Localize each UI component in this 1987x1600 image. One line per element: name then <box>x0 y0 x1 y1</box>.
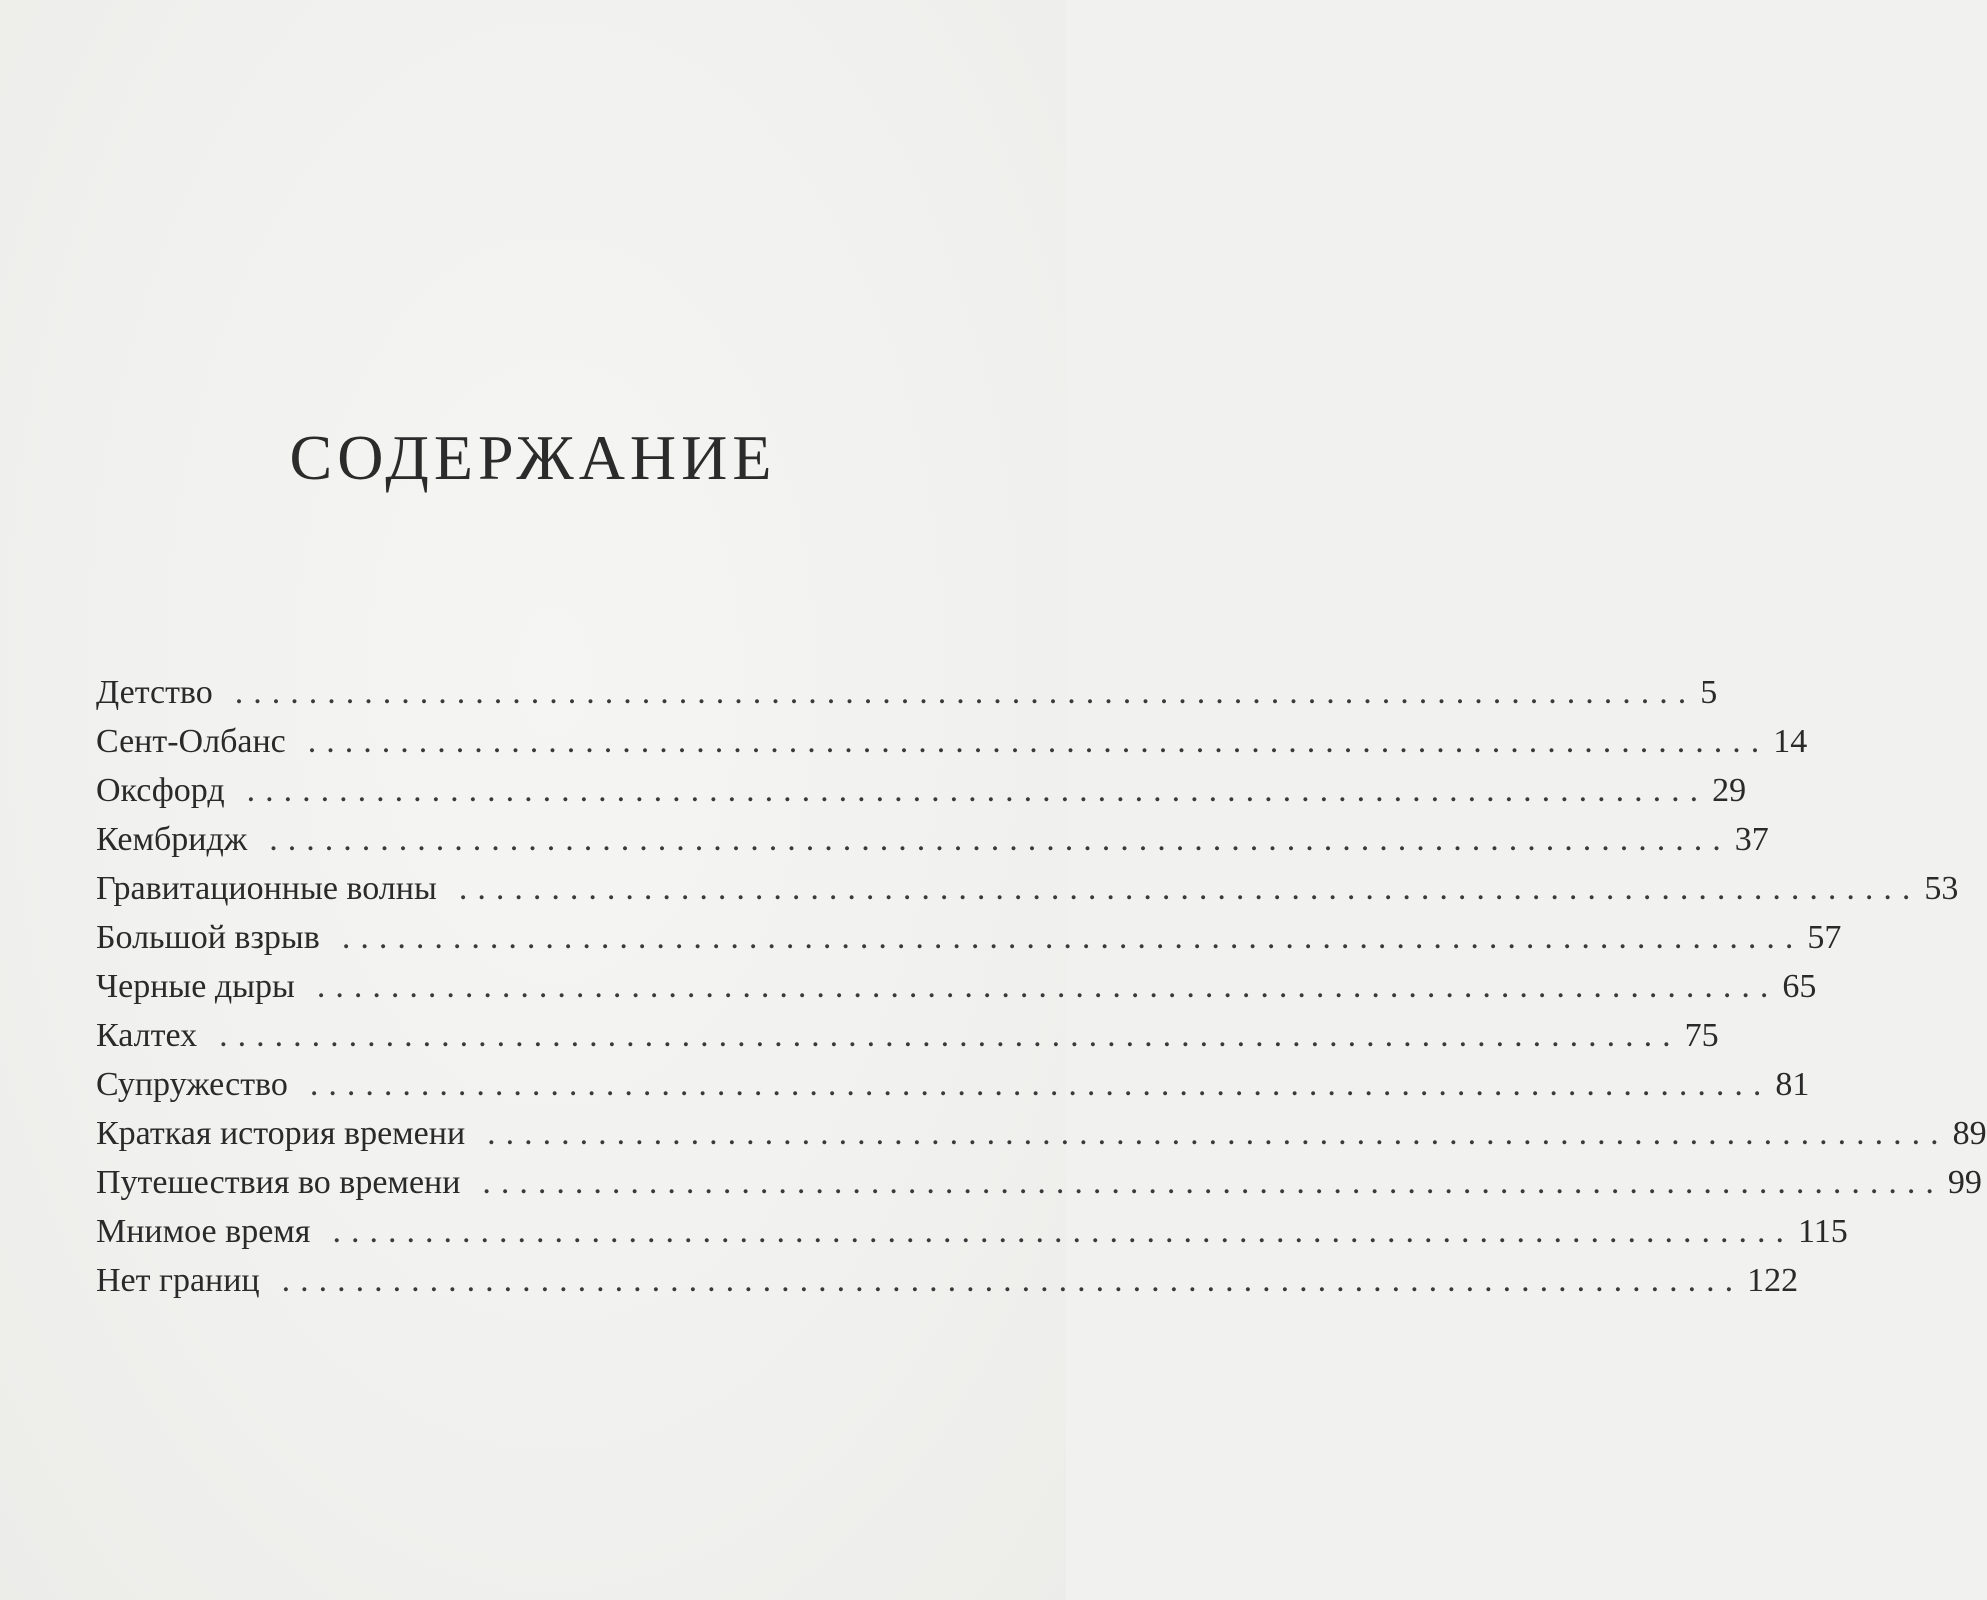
toc-entry-page: 57 <box>1807 919 1842 956</box>
toc-entry-title: Краткая история времени <box>96 1115 466 1152</box>
toc-entry-page: 89 <box>1952 1115 1987 1152</box>
toc-entry-page: 5 <box>1700 674 1718 711</box>
toc-entry <box>96 1158 1982 1207</box>
page-title: СОДЕРЖАНИЕ <box>289 422 777 493</box>
toc-entry-page: 75 <box>1684 1017 1719 1054</box>
toc-leader-dots: ............................................................................... <box>332 1213 1794 1250</box>
toc-entry-title: Супружество <box>96 1066 288 1103</box>
toc-entry-title: Нет границ <box>96 1262 260 1299</box>
toc-leader-dots: ............................................................................... <box>307 723 1770 760</box>
toc-entry-page: 65 <box>1782 968 1817 1005</box>
toc-entry-title: Мнимое время <box>96 1213 311 1250</box>
toc-entry-title: Кембридж <box>96 821 248 858</box>
toc-leader-dots: ............................................................................... <box>341 919 1804 956</box>
toc-entry-title: Детство <box>96 674 213 711</box>
toc-entry-title: Оксфорд <box>96 772 225 809</box>
toc-entry-page: 115 <box>1797 1213 1848 1250</box>
toc-entry-title: Сент-Олбанс <box>96 723 286 760</box>
toc-leader-dots: ............................................................................... <box>234 674 1697 711</box>
toc-leader-dots: ............................................................................... <box>269 821 1731 858</box>
table-of-contents <box>96 668 1987 1305</box>
toc-leader-dots: ............................................................................... <box>458 870 1921 907</box>
toc-entry <box>96 1011 1719 1060</box>
toc-leader-dots: ............................................................................... <box>482 1164 1944 1201</box>
toc-entry-page: 14 <box>1773 723 1808 760</box>
toc-entry <box>96 864 1959 913</box>
toc-entry-page: 53 <box>1924 870 1959 907</box>
toc-entry <box>96 1060 1810 1109</box>
toc-entry <box>96 766 1747 815</box>
toc-leader-dots: ............................................................................... <box>219 1017 1681 1054</box>
toc-entry-page: 37 <box>1734 821 1769 858</box>
toc-entry-title: Большой взрыв <box>96 919 320 956</box>
toc-entry <box>96 815 1769 864</box>
toc-entry-page: 81 <box>1775 1066 1810 1103</box>
toc-entry <box>96 1256 1799 1305</box>
toc-entry-title: Черные дыры <box>96 968 295 1005</box>
toc-entry <box>96 717 1808 766</box>
toc-leader-dots: ............................................................................... <box>281 1262 1744 1299</box>
toc-entry <box>96 962 1817 1011</box>
toc-leader-dots: ............................................................................... <box>487 1115 1949 1152</box>
toc-entry-page: 99 <box>1947 1164 1982 1201</box>
toc-entry <box>96 668 1718 717</box>
toc-leader-dots: ............................................................................... <box>316 968 1779 1005</box>
toc-entry <box>96 1207 1848 1256</box>
toc-entry <box>96 1109 1987 1158</box>
toc-entry-title: Путешествия во времени <box>96 1164 461 1201</box>
toc-leader-dots: ............................................................................... <box>309 1066 1772 1103</box>
toc-entry-title: Калтех <box>96 1017 198 1054</box>
toc-entry-page: 29 <box>1712 772 1747 809</box>
toc-leader-dots: ............................................................................... <box>246 772 1709 809</box>
toc-entry <box>96 913 1842 962</box>
toc-entry-page: 122 <box>1747 1262 1799 1299</box>
toc-entry-title: Гравитационные волны <box>96 870 437 907</box>
